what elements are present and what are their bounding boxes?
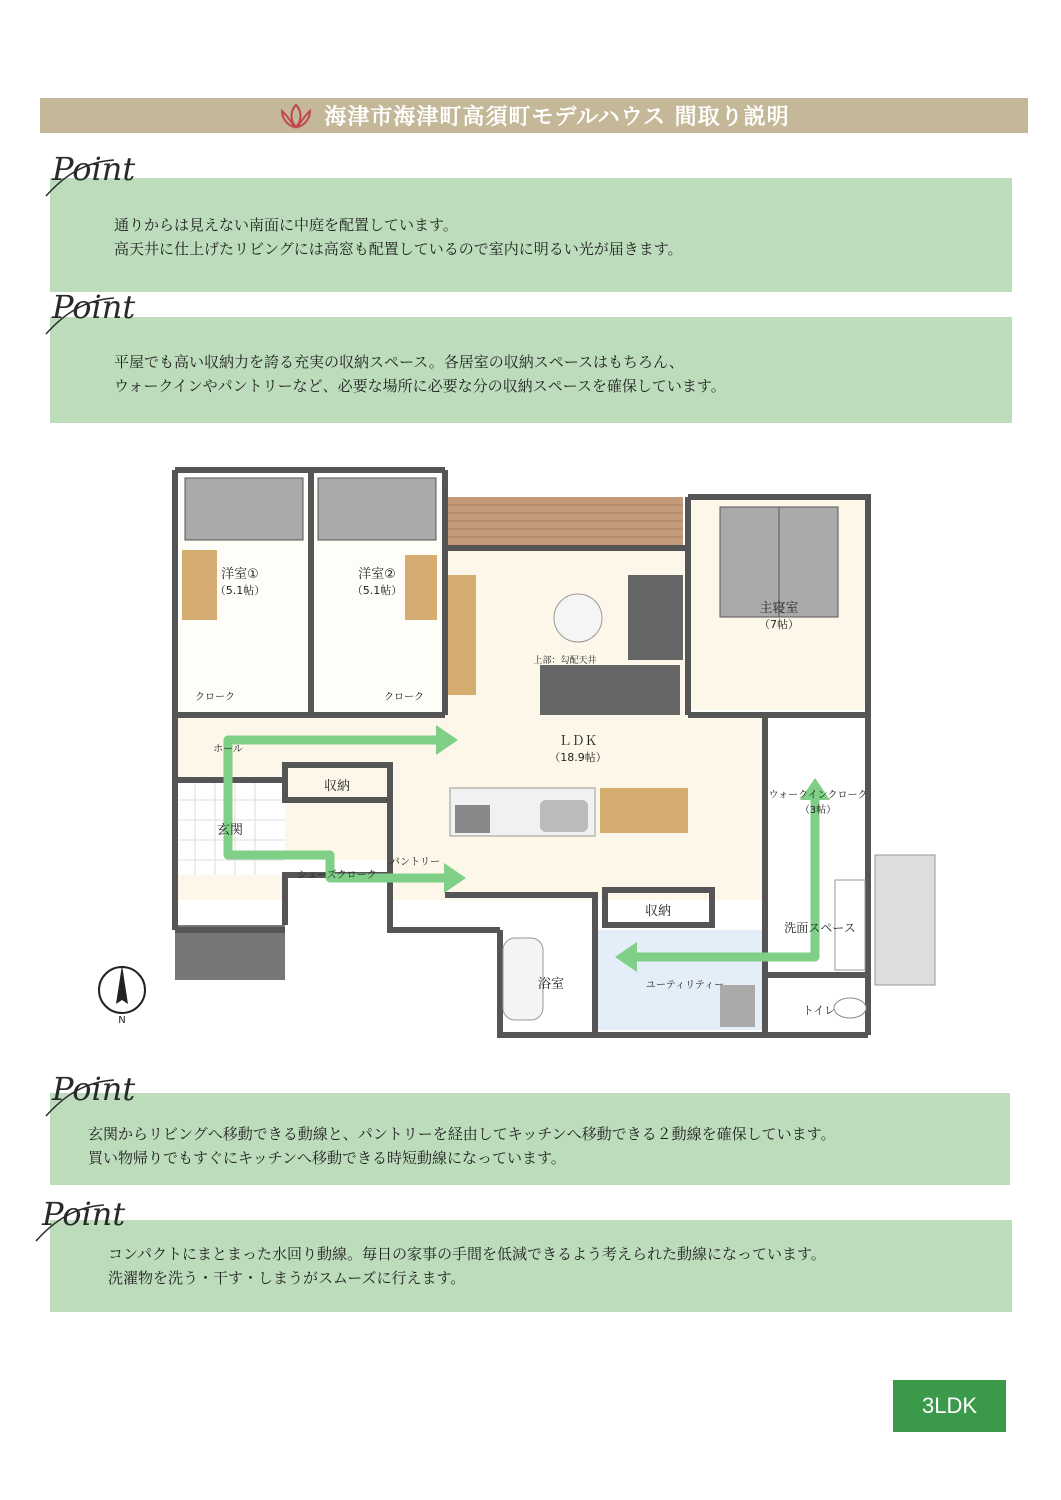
ceiling-note: 上部：勾配天井 [533, 656, 597, 666]
room-1-name: 洋室① [221, 567, 259, 582]
master-name: 主寝室 [759, 601, 799, 616]
ldk-name: ＬＤＫ [558, 734, 598, 749]
point-4-line-1: コンパクトにまとまった水回り動線。毎日の家事の手間を低減できるよう考えられた動線になっています。 [108, 1245, 826, 1263]
closet-1-label: クローク [195, 692, 235, 703]
point-3-line-2: 買い物帰りでもすぐにキッチンへ移動できる時短動線になっています。 [88, 1149, 566, 1167]
storage-1-label: 収納 [323, 779, 351, 794]
wic-size: （3帖） [799, 805, 837, 816]
toilet-label: トイレ [802, 1004, 836, 1017]
point-4-line-2: 洗濯物を洗う・干す・しまうがスムーズに行えます。 [108, 1269, 466, 1287]
page-title: 海津市海津町高須町モデルハウス 間取り説明 [324, 105, 790, 130]
point-label-1: Point [52, 150, 135, 188]
point-label-3: Point [52, 1070, 135, 1108]
sink [540, 800, 588, 832]
closet-2-label: クローク [384, 692, 424, 703]
round-table [554, 594, 602, 642]
ldk-size: （18.9帖） [549, 751, 607, 764]
point-1-line-2: 高天井に仕上げたリビングには高窓も配置しているので室内に明るい光が届きます。 [114, 240, 683, 258]
washer [720, 985, 755, 1027]
north-compass-icon [99, 965, 145, 1013]
swash-icon [34, 1201, 164, 1245]
bath-label: 浴室 [537, 977, 565, 992]
room-2-size: （5.1帖） [351, 584, 403, 597]
point-2-line-1: 平屋でも高い収納力を誇る充実の収納スペース。各居室の収納スペースはもちろん、 [114, 353, 684, 371]
utility-label: ユーティリティー [645, 980, 725, 991]
outdoor-unit [875, 855, 935, 985]
pantry-label: パントリー [390, 857, 440, 868]
wood-deck [448, 497, 683, 547]
porch [175, 925, 285, 980]
toilet-fixture [834, 998, 866, 1018]
room-2-name: 洋室② [358, 567, 396, 582]
shoes-cloak-label: シューズクローク [297, 870, 377, 881]
layout-type-badge: 3LDK [893, 1380, 1006, 1432]
point-box-3 [50, 1093, 1010, 1185]
wic-name: ウォークインクローク [768, 790, 868, 801]
entrance-label: 玄関 [216, 823, 244, 838]
point-3-line-1: 玄関からリビングへ移動できる動線と、パントリーを経由してキッチンへ移動できる２動線を確保しています。 [88, 1125, 836, 1143]
point-box-4 [50, 1220, 1012, 1312]
room-1-size: （5.1帖） [214, 584, 266, 597]
point-label-4: Point [42, 1195, 125, 1233]
stove [455, 805, 490, 833]
point-1-line-1: 通りからは見えない南面に中庭を配置しています。 [114, 216, 458, 234]
hall-label: ホール [213, 744, 243, 755]
point-label-2: Point [52, 288, 135, 326]
swash-icon [44, 1076, 174, 1120]
master-size: （7帖） [759, 618, 799, 631]
north-label: N [118, 1015, 126, 1026]
wash-space-label: 洗面スペース [784, 921, 856, 935]
point-2-line-2: ウォークインやパントリーなど、必要な場所に必要な分の収納スペースを確保しています。 [114, 377, 726, 395]
storage-2-label: 収納 [644, 904, 672, 919]
